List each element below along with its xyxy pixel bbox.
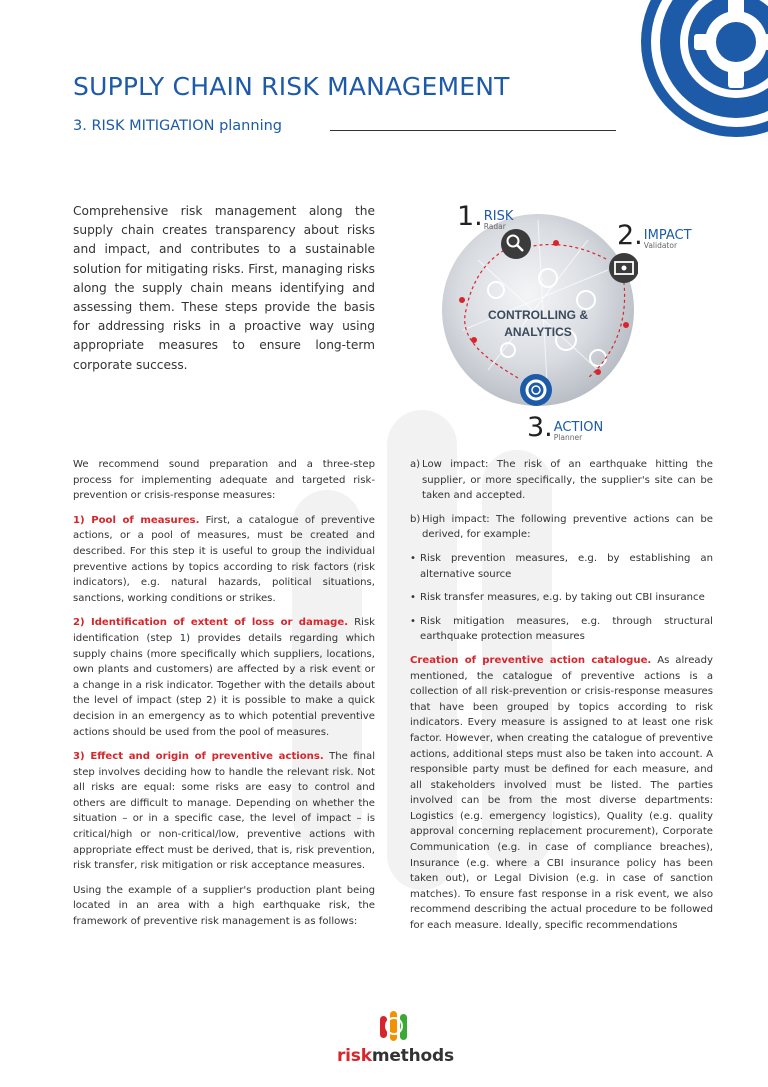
list-item [410,457,713,504]
brand-wordmark [337,1046,454,1066]
process-diagram [438,200,638,420]
right-column [410,457,713,943]
diagram-center-line2: ANALYTICS [504,325,572,339]
diagram-center-line1: CONTROLLING & [488,308,588,322]
riskmethods-logo-icon [377,1008,411,1044]
step3-number: 3. [527,412,553,443]
bullet-marker: • [410,615,416,627]
step1-label [457,203,513,230]
step1-number: 1. [457,201,483,232]
left-paragraph-5: Using the example of a supplier's production plant being located in an area with a high earthquake risk, the framework of preventive risk management is as follows: [73,884,375,928]
step2-label [617,222,692,249]
left-paragraph-4: 3) Effect and origin of preventive actions. The final step involves deciding how to handle the relevant risk. Not all risks are equal: some risks are easy to control and others are difficult to manage. Depending on whether the situation – or in a specific case, the level of impact – is critical/high or non-critical/low, preventive actions with appropriate effect must be derived, that is, risk prevention, risk transfer, risk mitigation or risk acceptance measures. [73,751,376,872]
identification-heading: 2) Identification of extent of loss or damage. [73,617,349,629]
corner-target-icon [640,0,768,140]
left-paragraph-2: 1) Pool of measures. First, a catalogue of preventive actions, or a pool of measures, must be created and described. For this step it is useful to group the individual preventive actions by topics according to risk factors (risk indicators), e.g. natural hazards, political situations, sanctions, working conditions or strikes. [73,514,375,604]
bullet-item [410,551,713,582]
bullet-item [410,590,713,606]
list-text-b: High impact: The following preventive actions can be derived, for example: [422,513,713,541]
list-item [410,512,713,543]
bullet-text-3: Risk mitigation measures, e.g. through structural earthquake protection measures [420,615,713,643]
risk-radar-icon [501,229,531,259]
action-planner-icon [520,374,552,406]
left-paragraph-1: We recommend sound preparation and a three-step process for implementing adequate and targeted risk-prevention or crisis-response measures: [73,459,375,502]
pool-heading: 1) Pool of measures. [73,514,200,526]
bullet-marker: • [410,592,416,604]
step2-sub: Validator [643,240,678,250]
step1-sub: Radar [483,221,506,231]
bullet-text-2: Risk transfer measures, e.g. by taking out CBI insurance [420,592,705,604]
step2-title: IMPACT [643,227,692,243]
impact-validator-icon [609,253,638,283]
page-title: SUPPLY CHAIN RISK MANAGEMENT [73,72,510,101]
catalogue-heading: Creation of preventive action catalogue. [410,654,652,666]
subtitle-rule [330,130,616,131]
page-subtitle: 3. RISK MITIGATION planning [73,118,282,134]
step3-title: ACTION [553,419,604,435]
bullet-item [410,614,713,645]
brand-part-risk: risk [337,1046,372,1066]
intro-paragraph: Comprehensive risk management along the supply chain creates transparency about risks and impact, and contributes to a sustainable solution for mitigating risks. First, managing risks along the supply chain means identifying and assessing them. These steps provide the basis for addressing risks in a proactive way using appropriate measures to ensure long-term corporate success. [73,204,375,372]
list-marker-a: a) [410,459,421,470]
list-marker-b: b) [410,513,421,525]
bullet-text-1: Risk prevention measures, e.g. by establishing an alternative source [420,552,713,580]
step2-number: 2. [617,220,643,251]
effect-heading: 3) Effect and origin of preventive actions. [73,751,324,763]
left-paragraph-3: 2) Identification of extent of loss or damage. Risk identification (step 1) provides details regarding which supply chains (more specifically which suppliers, locations, own plants and customers) are affected by a risk event or a change in a risk indicator. Together with the details about the level of impact (step 2) it is possible to make a quick decision in an emergency as to which potential preventive actions should be used from the pool of measures. [73,617,375,738]
step1-title: RISK [483,208,514,224]
left-column [73,457,375,939]
brand-part-methods: methods [371,1046,454,1066]
step3-label [527,414,603,441]
bullet-marker: • [410,552,416,564]
step3-sub: Planner [553,432,583,442]
right-paragraph: Creation of preventive action catalogue. As already mentioned, the catalogue of preventive actions is a collection of all risk-prevention or crisis-response measures that have been grouped by topics according to risk indicators. Every measure is assigned to at least one risk factor. However, when creating the catalogue of preventive actions, additional steps must also be taken into account. A responsible party must be defined for each measure, and all stakeholders involved must be listed. The parties involved can be from the most diverse departments: Logistics (e.g. emergency logistics), Quality (e.g. quality approval concerning replacement procurement), Corporate Communication (e.g. in case of compliance breaches), Insurance (e.g. where a CBI insurance policy has been taken out), or Legal Division (e.g. in case of sanction matches). To ensure fast response in a risk event, we also recommend describing the actual procedure to be followed for each measure. Ideally, specific recommendations [410,654,713,932]
list-text-a: Low impact: The risk of an earthquake hitting the supplier, or more specifically, the supplier's site can be taken and accepted. [422,459,713,502]
